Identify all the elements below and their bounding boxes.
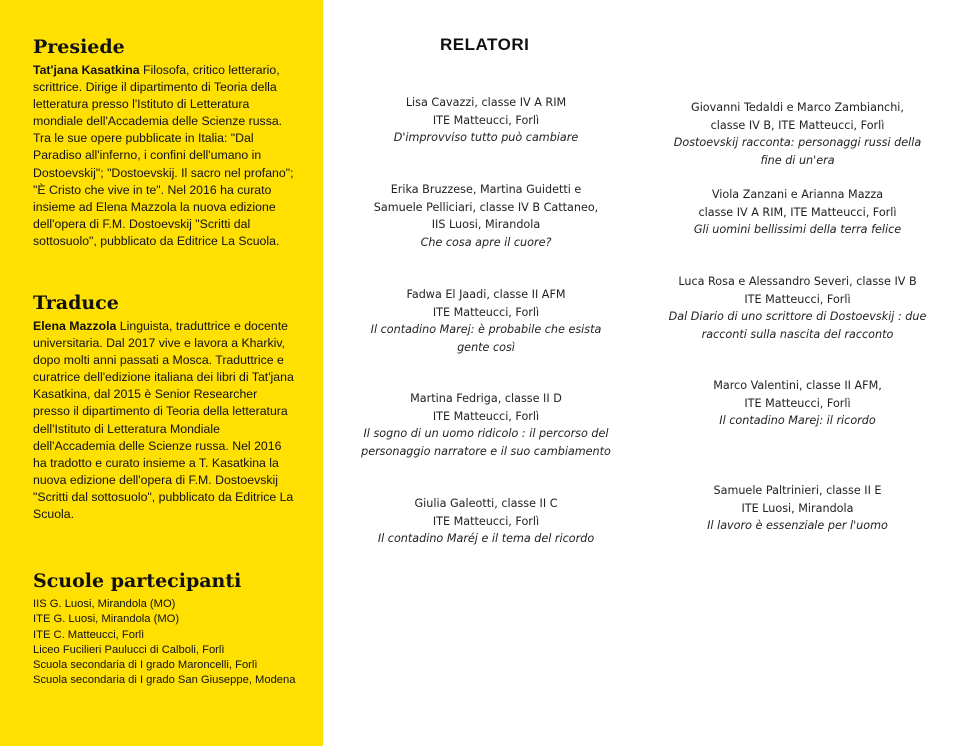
speaker-line: Giovanni Tedaldi e Marco Zambianchi,: [691, 101, 904, 114]
speaker-entry: [355, 181, 617, 251]
school-item: Liceo Fucilieri Paulucci di Calboli, Forlì: [33, 643, 225, 656]
speaker-entry: [665, 273, 930, 343]
speaker-line: Giulia Galeotti, classe II C: [414, 497, 558, 510]
speaker-entry: [665, 482, 930, 535]
speaker-work-title: Il contadino Marej: il ricordo: [719, 414, 876, 427]
speaker-line: Martina Fedriga, classe II D: [410, 392, 562, 405]
speaker-work-title: Il contadino Marej: è probabile che esista gente così: [370, 323, 602, 354]
speaker-work-title: Il lavoro è essenziale per l'uomo: [707, 519, 888, 532]
speaker-work-title: Dal Diario di uno scrittore di Dostoevskij : due racconti sulla nascita del racconto: [668, 310, 927, 341]
speaker-work-title: Dostoevskij racconta: personaggi russi della fine di un'era: [673, 136, 922, 167]
scuole-heading: Scuole partecipanti: [33, 570, 242, 592]
traduce-name: Elena Mazzola: [33, 319, 117, 333]
speaker-line: Luca Rosa e Alessandro Severi, classe IV B: [678, 275, 917, 288]
speaker-line: Samuele Paltrinieri, classe II E: [713, 484, 882, 497]
speaker-line: ITE Matteucci, Forlì: [432, 409, 540, 423]
relatori-heading: RELATORI: [440, 35, 530, 54]
school-item: Scuola secondaria di I grado Maroncelli, Forlì: [33, 659, 258, 672]
speaker-work-title: Che cosa apre il cuore?: [420, 235, 552, 249]
speaker-line: Erika Bruzzese, Martina Guidetti e: [390, 183, 582, 196]
speaker-entry: [355, 94, 617, 147]
school-item: ITE C. Matteucci, Forlì: [33, 628, 145, 641]
school-item: Scuola secondaria di I grado San Giuseppe, Modena: [33, 674, 296, 687]
speaker-work-title: Il contadino Maréj e il tema del ricordo: [377, 532, 595, 545]
speaker-entry: [665, 377, 930, 430]
preside-heading: Presiede: [33, 36, 125, 58]
preside-text: Filosofa, critico letterario, scrittrice. Dirige il dipartimento di Teoria della letteratura presso l'Istituto di Letteratura mondiale dell'Accademia delle Scienze russa. Tra le sue opere pubblicate in Italia: "Dal Paradiso all'inferno, i confini dell'umano in Dostoevskij"; "Dostoevskij. Il sacro nel profano"; "È Cristo che vive in te". Nel 2016 ha curato insieme ad Elena Mazzola la nuova edizione dell'opera di F.M. Dostoevskij "Scritti dal sottosuolo", pubblicato da Editrice La Scuola.: [33, 63, 294, 248]
speaker-entry: [355, 390, 617, 460]
speaker-entry: [665, 186, 930, 239]
speaker-line: Viola Zanzani e Arianna Mazza: [711, 188, 884, 201]
speaker-entry: [355, 495, 617, 548]
school-item: IIS G. Luosi, Mirandola (MO): [33, 598, 176, 610]
speaker-line: Samuele Pelliciari, classe IV B Cattaneo,: [373, 200, 599, 214]
speaker-line: ITE Matteucci, Forlì: [744, 292, 851, 306]
speaker-work-title: D'improvviso tutto può cambiare: [393, 131, 579, 144]
speaker-entry: [665, 99, 930, 169]
speaker-line: classe IV A RIM, ITE Matteucci, Forlì: [698, 205, 897, 219]
speaker-work-title: Gli uomini bellissimi della terra felice: [693, 223, 902, 236]
traduce-text: Linguista, traduttrice e docente universitaria. Dal 2017 vive e lavora a Kharkiv, dopo molti anni passati a Mosca. Traduttrice e curatrice dell'edizione italiana dei libri di Tat'jana Kasatkina, dal 2015 è Senior Researcher presso il dipartimento di Teoria della letteratura dell'Istituto di Letteratura Mondiale dell'Accademia delle Scienze russa. Nel 2016 ha tradotto e curato insieme a T. Kasatkina la nuova edizione dell'opera di F.M. Dostoevskij "Scritti dal sottosuolo", pubblicato da Editrice La Scuola.: [33, 319, 294, 522]
speaker-line: ITE Matteucci, Forlì: [744, 396, 851, 410]
speaker-line: ITE Matteucci, Forlì: [432, 113, 540, 127]
traduce-description: [33, 318, 295, 523]
speaker-work-title: Il sogno di un uomo ridicolo : il percorso del personaggio narratore e il suo cambiamento: [361, 427, 611, 458]
speaker-line: classe IV B, ITE Matteucci, Forlì: [710, 118, 885, 132]
preside-description: [33, 62, 295, 250]
speaker-line: IIS Luosi, Mirandola: [431, 218, 541, 231]
schools-list: [33, 597, 318, 689]
speaker-line: ITE Matteucci, Forlì: [432, 514, 540, 528]
speaker-line: ITE Luosi, Mirandola: [741, 501, 854, 515]
school-item: ITE G. Luosi, Mirandola (MO): [33, 613, 180, 626]
speaker-line: Marco Valentini, classe II AFM,: [713, 379, 882, 392]
speaker-line: ITE Matteucci, Forlì: [432, 305, 540, 319]
speaker-line: Lisa Cavazzi, classe IV A RIM: [405, 96, 567, 109]
preside-name: Tat'jana Kasatkina: [33, 63, 140, 77]
speaker-entry: [355, 286, 617, 356]
speaker-line: Fadwa El Jaadi, classe II AFM: [406, 288, 566, 301]
traduce-heading: Traduce: [33, 292, 119, 314]
